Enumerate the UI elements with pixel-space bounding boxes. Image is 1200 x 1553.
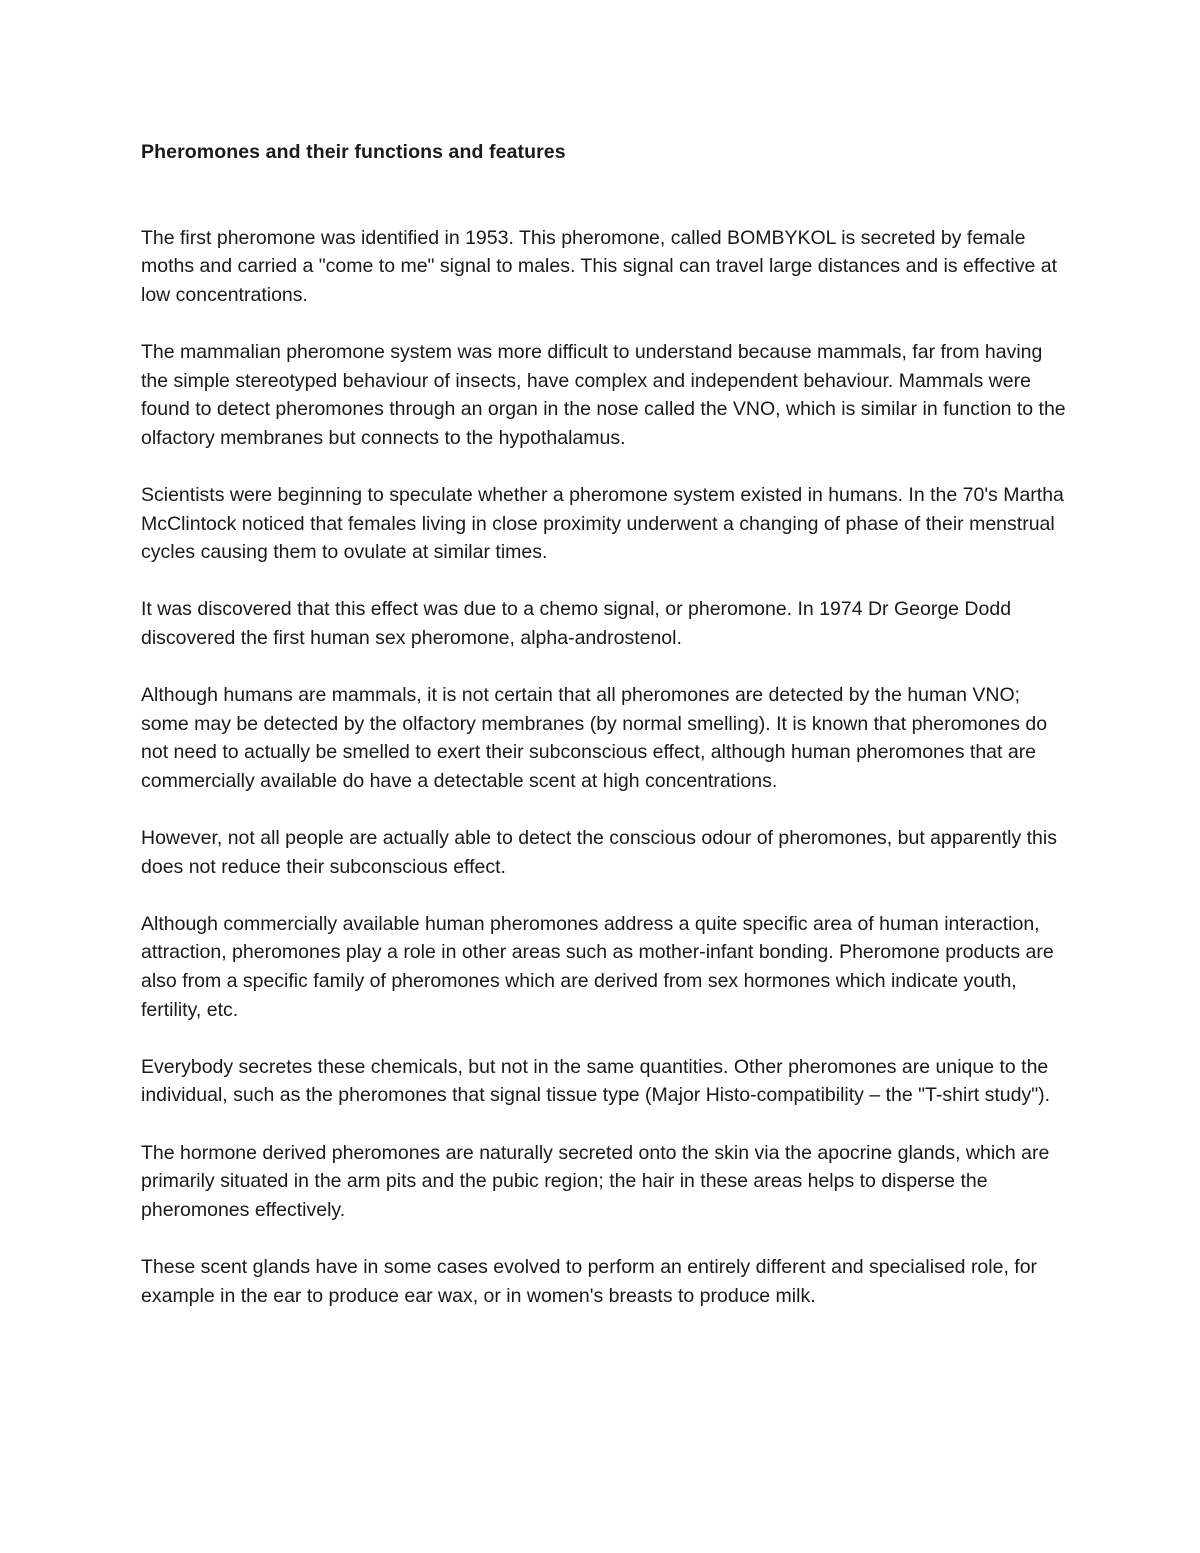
paragraph: Everybody secretes these chemicals, but not in the same quantities. Other pheromones are unique to the individual, such as the pheromones that signal tissue type (Major Histo-compatibility – the "T-shirt study"). — [141, 1055, 1051, 1107]
paragraph: Although humans are mammals, it is not certain that all pheromones are detected by the human VNO; some may be detected by the olfactory membranes (by normal smelling). It is known that pheromones do not need to actually be smelled to exert their subconscious effect, although human pheromones that are commercially available do have a detectable scent at high concentrations. — [141, 684, 1048, 792]
paragraph: The hormone derived pheromones are naturally secreted onto the skin via the apocrine glands, which are primarily situated in the arm pits and the pubic region; the hair in these areas helps to disperse the pheromones effectively. — [141, 1141, 1050, 1221]
document-body — [141, 138, 1066, 1339]
paragraph: These scent glands have in some cases evolved to perform an entirely different and specialised role, for example in the ear to produce ear wax, or in women's breasts to produce milk. — [141, 1255, 1038, 1307]
paragraph: It was discovered that this effect was due to a chemo signal, or pheromone. In 1974 Dr George Dodd discovered the first human sex pheromone, alpha-androstenol. — [141, 598, 1012, 649]
paragraph: Although commercially available human pheromones address a quite specific area of human interaction, attraction, pheromones play a role in other areas such as mother-infant bonding. Pheromone products are also from a specific family of pheromones which are derived from sex hormones which indicate youth, fertility, etc. — [141, 912, 1054, 1021]
paragraph: However, not all people are actually able to detect the conscious odour of pheromones, but apparently this does not reduce their subconscious effect. — [141, 827, 1057, 878]
document-title: Pheromones and their functions and features — [141, 141, 566, 163]
paragraph: The first pheromone was identified in 1953. This pheromone, called BOMBYKOL is secreted by female moths and carried a "come to me" signal to males. This signal can travel large distances and is effective at low concentrations. — [141, 226, 1057, 306]
paragraph: Scientists were beginning to speculate whether a pheromone system existed in humans. In the 70's Martha McClintock noticed that females living in close proximity underwent a changing of phase of their menstrual cycles causing them to ovulate at similar times. — [141, 483, 1064, 564]
paragraph: The mammalian pheromone system was more difficult to understand because mammals, far from having the simple stereotyped behaviour of insects, have complex and independent behaviour. Mammals were found to detect pheromones through an organ in the nose called the VNO, which is similar in function to the olfactory membranes but connects to the hypothalamus. — [141, 340, 1066, 449]
